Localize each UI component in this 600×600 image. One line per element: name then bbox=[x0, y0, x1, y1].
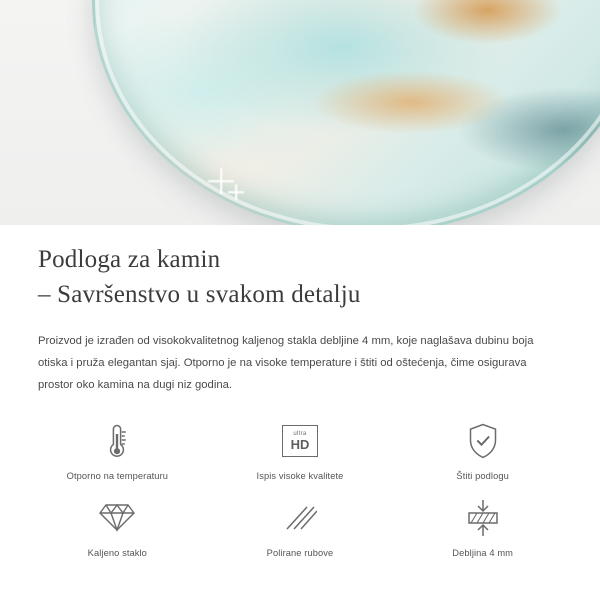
body-paragraph: Proizvod je izrađen od visokokvalitetnog kaljenog stakla debljine 4 mm, koje naglašava dubinu boja otiska i pruža elegantan sjaj. Otporno je na visoke temperature i štiti od oštećenja, čime osigurava prostor oko kamina na dugi niz godina. bbox=[38, 335, 534, 392]
feature-item bbox=[26, 418, 209, 481]
headline-line-2: – Savršenstvo u svakom detalju bbox=[38, 280, 361, 308]
feature-label: Debljina 4 mm bbox=[452, 548, 514, 559]
feature-grid bbox=[0, 418, 600, 558]
diamond-icon bbox=[99, 495, 135, 541]
feature-label: Otporno na temperaturu bbox=[66, 471, 169, 482]
text-content bbox=[0, 225, 600, 396]
feature-item bbox=[209, 418, 392, 481]
feature-item bbox=[209, 495, 392, 558]
feature-item bbox=[391, 495, 574, 558]
feature-label: Štiti podlogu bbox=[456, 471, 509, 482]
thickness-icon bbox=[466, 495, 500, 541]
thermometer-icon bbox=[104, 418, 130, 464]
ultra-hd-icon bbox=[282, 418, 318, 464]
feature-label: Ispis visoke kvalitete bbox=[256, 471, 344, 482]
polished-edges-icon bbox=[283, 495, 317, 541]
feature-item bbox=[26, 495, 209, 558]
feature-item bbox=[391, 418, 574, 481]
ultra-hd-big-text: HD bbox=[290, 437, 310, 453]
page-title bbox=[38, 243, 562, 312]
hero-image bbox=[0, 0, 600, 225]
shield-check-icon bbox=[466, 418, 500, 464]
headline-line-1: Podloga za kamin bbox=[38, 246, 221, 273]
ultra-hd-small-text: ultra bbox=[293, 431, 307, 438]
feature-label: Polirane rubove bbox=[266, 548, 334, 559]
feature-label: Kaljeno staklo bbox=[87, 548, 147, 559]
